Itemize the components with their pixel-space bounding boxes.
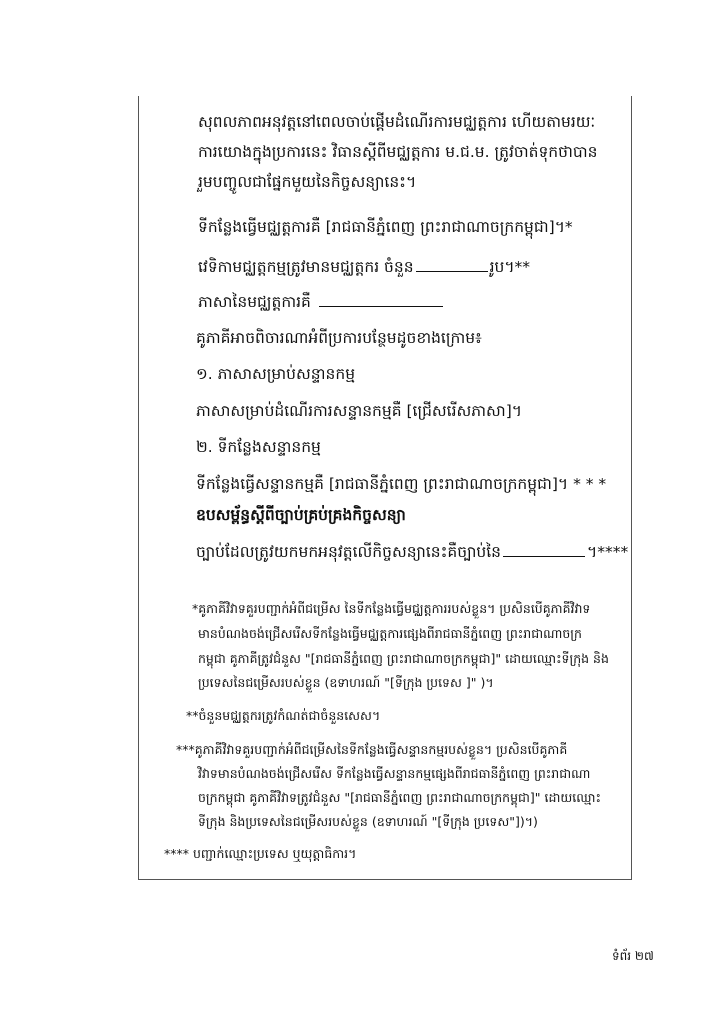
intro-line-1: សុពលភាពអនុវត្តនៅពេលចាប់ផ្តើមដំណើរការមជ្ឈត្តការ ហើយតាមរយៈ xyxy=(198,113,596,131)
footnote-1-line-2: មានបំណងចង់ជ្រើសរើសទីកន្លែងធ្វើមជ្ឈត្តការផ្សេងពីរាជធានីភ្នំពេញ ព្រះរាជាណាចក្រ xyxy=(198,626,582,641)
parties-note: គូភាគីអាចពិចារណាអំពីប្រការបន្ថែមដូចខាងក្រោម៖ xyxy=(196,329,482,347)
arbitrator-count-text: វេទិកាមជ្ឈត្តកម្មត្រូវមានមជ្ឈត្តករ ចំនួន xyxy=(198,258,414,276)
arbitrator-count-blank[interactable] xyxy=(416,257,488,272)
arbitrator-count-line xyxy=(198,257,530,277)
governing-law-line xyxy=(196,542,628,562)
footnote-1-line-4: ប្រទេសនៃជម្រើសរបស់ខ្លួន (ឧទាហរណ៍ "[ទីក្រុង ប្រទេស ]" )។ xyxy=(198,675,494,690)
intro-line-3: រួមបញ្ចូលជាផ្នែកមួយនៃកិច្ចសន្យានេះ។ xyxy=(198,173,417,191)
footnote-2: **ចំនួនមជ្ឈត្តករត្រូវកំណត់ជាចំនួនសេស។ xyxy=(186,708,381,723)
arbitrator-count-suffix: រូប។** xyxy=(489,258,531,276)
footnote-4: **** បញ្ជាក់ឈ្មោះប្រទេស ឬយុត្តាធិការ។ xyxy=(164,846,357,861)
section-2-title: ២. ទីកន្លែងសន្ទានកម្ម xyxy=(196,438,321,456)
section-1-title: ១. ភាសាសម្រាប់សន្ទានកម្ម xyxy=(196,365,356,383)
footnote-3-line-1: ***គូភាគីវិវាទគួរបញ្ជាក់អំពីជម្រើសនៃទីកន្លែងធ្វើសន្ទានកម្មរបស់ខ្លួន។ ប្រសិនបើគូភាគី xyxy=(176,742,568,757)
section-1-text: ភាសាសម្រាប់ដំណើរការសន្ទានកម្មគឺ [ជ្រើសរើសភាសា]។ xyxy=(196,402,522,420)
page-number: ទំព័រ ២៧ xyxy=(612,949,654,963)
arbitration-language-blank[interactable] xyxy=(319,292,443,307)
arbitration-seat: ទីកន្លែងធ្វើមជ្ឈត្តការគឺ [រាជធានីភ្នំពេញ ព្រះរាជាណាចក្រកម្ពុជា]។* xyxy=(198,218,573,236)
section-2-text: ទីកន្លែងធ្វើសន្ទានកម្មគឺ [រាជធានីភ្នំពេញ ព្រះរាជាណាចក្រកម្ពុជា]។ * * * xyxy=(196,475,607,493)
governing-law-text: ច្បាប់ដែលត្រូវយកមកអនុវត្តលើកិច្ចសន្យានេះគឺច្បាប់នៃ xyxy=(196,543,502,561)
arbitration-language-label: ភាសានៃមជ្ឈត្តការគឺ xyxy=(198,293,311,311)
footnote-1-line-3: កម្ពុជា គូភាគីត្រូវជំនួស "[រាជធានីភ្នំពេញ ព្រះរាជាណាចក្រកម្ពុជា]" ដោយឈ្មោះទីក្រុង និង xyxy=(198,651,609,666)
footnote-3-line-3: ចក្រកម្ពុជា គូភាគីវិវាទត្រូវជំនួស "[រាជធានីភ្នំពេញ ព្រះរាជាណាចក្រកម្ពុជា]" ដោយឈ្មោះ xyxy=(198,790,601,805)
governing-law-blank[interactable] xyxy=(503,542,585,557)
governing-law-suffix: ។**** xyxy=(587,543,629,561)
footnote-3-line-4: ទីក្រុង និងប្រទេសនៃជម្រើសរបស់ខ្លួន (ឧទាហរណ៍ "[ទីក្រុង ប្រទេស"])។) xyxy=(198,814,538,829)
governing-law-heading: ឧបសម្ព័ន្ធស្តីពីច្បាប់គ្រប់គ្រងកិច្ចសន្យា xyxy=(196,506,406,524)
footnote-1-line-1: *គូភាគីវិវាទគួរបញ្ជាក់អំពីជម្រើស នៃទីកន្លែងធ្វើមជ្ឈត្តការរបស់ខ្លួន។ ប្រសិនបើគូភាគីវិវាទ xyxy=(192,601,591,616)
intro-line-2: ការយោងក្នុងប្រការនេះ វិធានស្តីពីមជ្ឈត្តការ ម.ជ.ម. ត្រូវចាត់ទុកថាបាន xyxy=(198,143,598,161)
arbitration-language-line xyxy=(198,292,445,312)
footnote-3-line-2: វិវាទមានបំណងចង់ជ្រើសរើស ទីកន្លែងធ្វើសន្ទានកម្មផ្សេងពីរាជធានីភ្នំពេញ ព្រះរាជាណា xyxy=(198,766,591,781)
